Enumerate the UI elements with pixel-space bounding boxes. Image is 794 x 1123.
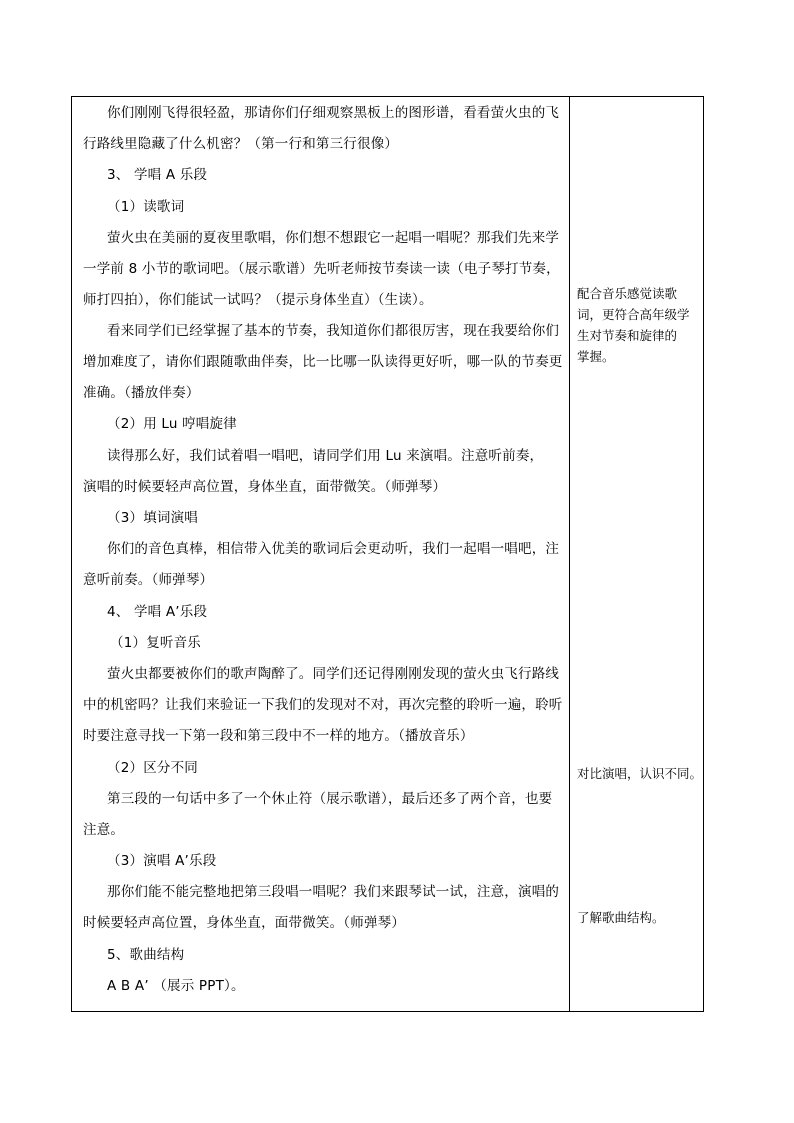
sub-heading: （3）演唱 A’乐段 [107,853,217,869]
design-intent-column [570,97,704,1011]
paragraph-line: 注意。 [83,822,125,838]
paragraph-line: 你们刚刚飞得很轻盈，那请你们仔细观察黑板上的图形谱，看看萤火虫的飞 [107,105,560,121]
paragraph-line: 时候要轻声高位置，身体坐直，面带微笑。（师弹琴） [83,915,406,931]
section-heading: 4、 学唱 A’乐段 [107,604,208,620]
paragraph-line: 行路线里隐藏了什么机密？（第一行和第三行很像） [83,136,399,152]
paragraph-line: A B A’ （展示 PPT）。 [107,978,245,994]
lesson-table [71,96,704,1012]
sub-heading: （3）填词演唱 [107,510,198,526]
paragraph-line: 准确。（播放伴奏） [83,385,200,401]
paragraph-line: 那你们能不能完整地把第三段唱一唱呢？我们来跟琴试一试，注意，演唱的 [107,884,560,900]
paragraph-line: 第三段的一句话中多了一个休止符（展示歌谱），最后还多了两个音，也要 [107,791,553,807]
section-heading: 5、歌曲结构 [107,947,185,963]
sub-heading: （1）复听音乐 [110,635,201,651]
note-line: 配合音乐感觉读歌 [577,286,678,301]
note-line: 了解歌曲结构。 [577,910,665,925]
paragraph-line: 你们的音色真棒，相信带入优美的歌词后会更动听，我们一起唱一唱吧，注 [107,541,560,557]
note-line: 对比演唱，认识不同。 [577,766,703,781]
paragraph-line: 中的机密吗？让我们来验证一下我们的发现对不对，再次完整的聆听一遍，聆听 [83,697,563,713]
paragraph-line: 看来同学们已经掌握了基本的节奏，我知道你们都很厉害，现在我要给你们 [107,323,560,339]
paragraph-line: 意听前奏。（师弹琴） [83,572,214,588]
paragraph-line: 时要注意寻找一下第一段和第三段中不一样的地方。（播放音乐） [83,728,474,744]
note-line: 生对节奏和旋律的 [577,328,678,343]
paragraph-line: 萤火虫在美丽的夏夜里歌唱，你们想不想跟它一起唱一唱呢？那我们先来学 [107,230,560,246]
note-line: 掌握。 [577,349,615,364]
sub-heading: （2）用 Lu 哼唱旋律 [107,416,237,432]
paragraph-line: 萤火虫都要被你们的歌声陶醉了。同学们还记得刚刚发现的萤火虫飞行路线 [107,666,560,682]
paragraph-line: 读得那么好，我们试着唱一唱吧，请同学们用 Lu 来演唱。注意听前奏， [107,448,544,464]
sub-heading: （1）读歌词 [107,199,185,215]
sub-heading: （2）区分不同 [107,760,198,776]
paragraph-line: 一学前 8 小节的歌词吧。（展示歌谱）先听老师按节奏读一读（电子琴打节奏， [83,261,560,277]
section-heading: 3、 学唱 A 乐段 [107,167,208,183]
paragraph-line: 演唱的时候要轻声高位置，身体坐直，面带微笑。（师弹琴） [83,479,447,495]
teaching-process-column [72,97,569,1011]
paragraph-line: 增加难度了，请你们跟随歌曲伴奏，比一比哪一队读得更好听，哪一队的节奏更 [83,354,563,370]
paragraph-line: 师打四拍），你们能试一试吗？（提示身体坐直）（生读）。 [83,292,433,308]
note-line: 词，更符合高年级学 [577,307,690,322]
